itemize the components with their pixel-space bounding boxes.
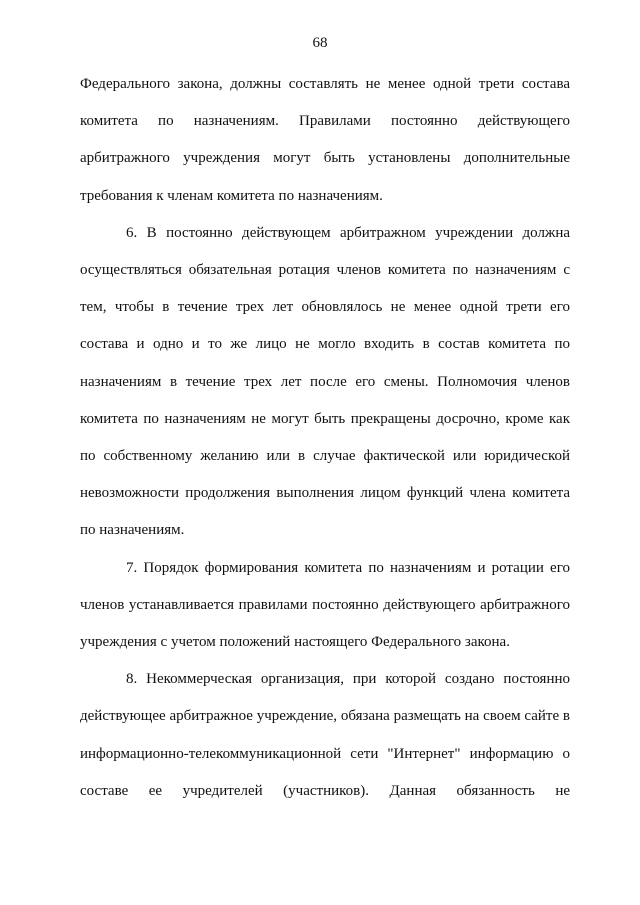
- paragraph-7: 7. Порядок формирования комитета по назначениям и ротации его членов устанавливается правилами постоянно действующего арбитражного учреждения с учетом положений настоящего Федерального закона.: [80, 559, 570, 651]
- paragraph-8: 8. Некоммерческая организация, при которой создано постоянно действующее арбитражное учреждение, обязана размещать на своем сайте в информационно-телекоммуникационной сети "Интернет" информацию о составе ее учредителей (участников). Данная обязанность не: [80, 671, 570, 799]
- paragraph-6: 6. В постоянно действующем арбитражном учреждении должна осуществляться обязательная ротация членов комитета по назначениям с тем, чтобы в течение трех лет обновлялось не менее одной трети его состава и одно и то же лицо не могло входить в состав комитета по назначениям в течение трех лет после его смены. Полномочия членов комитета по назначениям не могут быть прекращены досрочно, кроме как по собственному желанию или в случае фактической или юридической невозможности продолжения выполнения лицом функций члена комитета по назначениям.: [80, 224, 570, 539]
- paragraph-continuation: Федерального закона, должны составлять не менее одной трети состава комитета по назначениям. Правилами постоянно действующего арбитражного учреждения могут быть установлены дополнительные требования к членам комитета по назначениям.: [80, 76, 570, 204]
- document-body: [80, 66, 570, 810]
- page-number: 68: [312, 35, 328, 51]
